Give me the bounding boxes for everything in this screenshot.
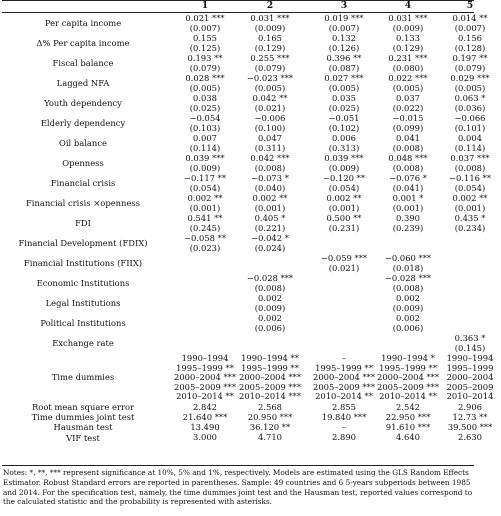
table-cell: (0.311)	[254, 142, 286, 153]
row-label: Financial crisis ×openness	[26, 198, 140, 208]
table-cell: (0.001)	[392, 202, 424, 213]
table-cell: (0.054)	[189, 182, 221, 193]
table-cell: 0.002 **	[252, 193, 288, 203]
table-cell: (0.009)	[392, 302, 424, 313]
table-cell: 0.048 ***	[388, 153, 428, 163]
table-cell: 0.363 *	[454, 333, 486, 343]
table-cell: (0.129)	[392, 42, 424, 53]
row-label: Financial Institutions (FIIX)	[23, 258, 143, 268]
table-cell: (0.006)	[254, 322, 286, 333]
table-cell: 0.031 ***	[388, 13, 428, 23]
row-label: Lagged NFA	[56, 78, 110, 88]
table-cell: (0.009)	[392, 22, 424, 33]
table-cell: (0.021)	[328, 262, 360, 273]
table-cell: 0.042 **	[252, 93, 288, 103]
table-cell: 20.950 ***	[247, 411, 293, 422]
table-cell: (0.007)	[328, 22, 360, 33]
table-cell: 0.006	[332, 133, 356, 143]
table-cell: 2005–2009	[446, 381, 494, 392]
table-cell: −0.073 *	[251, 173, 289, 183]
row-label: Time dummies joint test	[31, 412, 135, 423]
table-cell: 3.000	[193, 432, 217, 443]
row-label: Per capita income	[44, 18, 122, 28]
table-cell: 2.568	[258, 401, 282, 412]
table-cell: 2.890	[332, 432, 356, 443]
table-cell: 2.855	[332, 401, 356, 412]
table-cell: (0.054)	[328, 182, 360, 193]
table-cell: 0.039 ***	[324, 153, 364, 163]
table-cell: 0.021 ***	[185, 13, 225, 23]
row-label: Financial Development (FDIX)	[18, 238, 148, 248]
row-label: Δ% Per capita income	[36, 38, 130, 48]
table-cell: (0.080)	[392, 62, 424, 73]
table-cell: 0.231 ***	[388, 53, 428, 63]
table-cell: 0.133	[396, 33, 420, 43]
column-header-3: 3	[340, 1, 348, 11]
table-cell: 0.004	[458, 133, 482, 143]
table-cell: –	[341, 422, 347, 433]
table-cell: (0.126)	[328, 42, 360, 53]
table-cell: (0.234)	[454, 222, 486, 233]
table-cell: (0.008)	[392, 162, 424, 173]
table-cell: 0.019 ***	[324, 13, 364, 23]
table-cell: 1990–1994	[181, 353, 229, 363]
table-cell: (0.079)	[189, 62, 221, 73]
table-cell: 0.541 **	[187, 213, 223, 223]
table-cell: (0.079)	[454, 62, 486, 73]
table-cell: (0.040)	[254, 182, 286, 193]
table-cell: 0.132	[332, 33, 356, 43]
table-cell: (0.145)	[454, 342, 486, 353]
table-cell: 0.002	[396, 293, 420, 303]
table-cell: (0.023)	[189, 242, 221, 253]
table-cell: 1995–1999	[446, 362, 494, 373]
table-cell: 0.029 ***	[450, 73, 490, 83]
table-cell: 2000–2004 ***	[313, 372, 376, 382]
row-label: Elderly dependency	[40, 118, 126, 128]
table-cell: 2010–2014 ***	[239, 391, 302, 401]
table-cell: 2005–2009 ***	[313, 381, 376, 392]
table-cell: 4.710	[258, 432, 282, 443]
row-label: FDI	[75, 218, 91, 228]
table-cell: 4.640	[396, 432, 420, 443]
row-label: Oil balance	[59, 138, 107, 148]
table-cell: (0.245)	[189, 222, 221, 233]
table-cell: (0.001)	[189, 202, 221, 213]
row-label: Legal Institutions	[45, 298, 121, 308]
table-cell: 2.630	[458, 432, 482, 443]
table-cell: (0.100)	[254, 122, 286, 133]
table-cell: 1995–1999 **	[176, 362, 234, 373]
table-cell: −0.042 *	[251, 233, 289, 243]
table-cell: (0.005)	[454, 82, 486, 93]
bottom-rule	[2, 465, 474, 466]
table-cell: 0.193 **	[187, 53, 223, 63]
table-cell: (0.231)	[328, 222, 360, 233]
table-cell: (0.008)	[454, 162, 486, 173]
table-cell: 0.002	[258, 313, 282, 323]
table-cell: (0.239)	[392, 222, 424, 233]
table-cell: −0.059 ***	[320, 253, 368, 263]
table-cell: 2000–2004	[446, 372, 494, 382]
column-header-4: 4	[404, 1, 412, 11]
table-cell: (0.125)	[189, 42, 221, 53]
table-cell: −0.120 **	[322, 173, 366, 183]
table-cell: 1995–1999 **	[241, 362, 299, 373]
table-cell: (0.114)	[189, 142, 221, 153]
table-cell: (0.008)	[254, 282, 286, 293]
table-cell: 1990–1994 *	[381, 353, 435, 363]
row-label: Openness	[62, 158, 104, 168]
table-cell: 0.031 ***	[250, 13, 290, 23]
row-label: Hausman test	[53, 422, 113, 433]
table-cell: 39.500 ***	[447, 422, 493, 433]
table-cell: (0.128)	[454, 42, 486, 53]
table-cell: 0.002	[258, 293, 282, 303]
table-cell: 21.640 ***	[182, 411, 228, 422]
table-cell: −0.117 **	[183, 173, 227, 183]
table-cell: (0.101)	[454, 122, 486, 133]
table-cell: 2000–2004 ***	[377, 372, 440, 382]
table-cell: (0.001)	[254, 202, 286, 213]
table-cell: 0.028 ***	[185, 73, 225, 83]
table-cell: 0.038	[193, 93, 217, 103]
column-header-2: 2	[266, 1, 274, 11]
table-cell: 12.73 **	[452, 411, 488, 422]
table-cell: (0.099)	[392, 122, 424, 133]
table-cell: −0.054	[189, 113, 221, 123]
table-cell: −0.051	[328, 113, 360, 123]
table-cell: 0.014 **	[452, 13, 488, 23]
table-cell: 0.405 *	[254, 213, 286, 223]
table-cell: 2.906	[458, 401, 482, 412]
table-cell: 2.542	[396, 401, 420, 412]
table-cell: 0.002 **	[326, 193, 362, 203]
column-header-1: 1	[201, 1, 209, 11]
table-cell: 0.037 ***	[450, 153, 490, 163]
table-cell: 2010–2014	[446, 391, 494, 401]
table-cell: 0.041	[396, 133, 420, 143]
row-label: Root mean square error	[31, 401, 135, 412]
row-label: Time dummies	[51, 372, 115, 383]
table-cell: (0.009)	[254, 302, 286, 313]
table-cell: (0.079)	[254, 62, 286, 73]
table-cell: −0.060 ***	[384, 253, 432, 263]
row-label: Youth dependency	[44, 98, 122, 108]
table-cell: (0.001)	[328, 202, 360, 213]
table-cell: 1995–1999 **	[379, 362, 437, 373]
table-cell: (0.001)	[454, 202, 486, 213]
table-cell: (0.009)	[254, 22, 286, 33]
table-cell: (0.006)	[392, 322, 424, 333]
table-cell: (0.005)	[392, 82, 424, 93]
table-cell: 0.042 ***	[250, 153, 290, 163]
table-cell: 0.165	[258, 33, 282, 43]
table-cell: 2000–2004 ***	[239, 372, 302, 382]
table-cell: 2005–2009 ***	[174, 381, 237, 392]
table-cell: 0.002 **	[187, 193, 223, 203]
table-notes: Notes: *, **, *** represent significance at 10%, 5% and 1%, respectively. Models are estimated using the GLS Random Effects Estimator. Robust Standard errors are reported in parentheses. Sample: 49 countries and 6 5-years subperiods between 1985 and 2014. For the specification test, namely, the time dummies joint test and the Hausman test, reported values correspond to the calculated statistic and the probability is represented with asterisks.	[3, 468, 473, 507]
table-cell: 2000–2004 ***	[174, 372, 237, 382]
table-cell: (0.009)	[328, 162, 360, 173]
table-cell: 0.047	[258, 133, 282, 143]
table-cell: 0.039 ***	[185, 153, 225, 163]
table-cell: 13.490	[190, 422, 220, 433]
row-label: Fiscal balance	[52, 58, 114, 68]
table-cell: (0.025)	[189, 102, 221, 113]
table-cell: 2010–2014 **	[315, 391, 373, 401]
table-cell: −0.028 ***	[384, 273, 432, 283]
table-cell: −0.116 **	[448, 173, 492, 183]
table-cell: (0.114)	[454, 142, 486, 153]
table-cell: (0.036)	[454, 102, 486, 113]
table-cell: (0.313)	[328, 142, 360, 153]
table-cell: 0.390	[396, 213, 420, 223]
table-cell: 91.610 ***	[385, 422, 431, 433]
table-cell: (0.005)	[189, 82, 221, 93]
table-cell: 0.037	[396, 93, 420, 103]
table-cell: 0.500 **	[326, 213, 362, 223]
table-cell: 0.002	[396, 313, 420, 323]
table-cell: (0.021)	[254, 102, 286, 113]
table-cell: 0.027 ***	[324, 73, 364, 83]
table-cell: 0.035	[332, 93, 356, 103]
table-cell: (0.103)	[189, 122, 221, 133]
row-label: Financial crisis	[50, 178, 116, 188]
table-cell: 0.197 **	[452, 53, 488, 63]
table-cell: 2010–2014 **	[176, 391, 234, 401]
table-cell: 19.840 ***	[321, 411, 367, 422]
table-cell: 2005–2009 ***	[239, 381, 302, 392]
table-cell: (0.024)	[254, 242, 286, 253]
table-cell: −0.006	[254, 113, 286, 123]
table-cell: 0.396 **	[326, 53, 362, 63]
table-cell: 2005–2009 ***	[377, 381, 440, 392]
table-cell: −0.058 **	[183, 233, 227, 243]
table-cell: 1990–1994	[446, 353, 494, 363]
table-cell: −0.028 ***	[246, 273, 294, 283]
table-cell: 0.001 *	[392, 193, 424, 203]
table-cell: 0.022 ***	[388, 73, 428, 83]
table-cell: 2010–2014 **	[379, 391, 437, 401]
row-label: Political Institutions	[40, 318, 126, 328]
table-cell: (0.007)	[189, 22, 221, 33]
table-cell: (0.007)	[454, 22, 486, 33]
table-cell: 2.842	[193, 401, 217, 412]
row-label: VIF test	[66, 432, 100, 443]
table-cell: (0.102)	[328, 122, 360, 133]
table-cell: (0.008)	[254, 162, 286, 173]
table-cell: (0.129)	[254, 42, 286, 53]
table-cell: 36.120 **	[249, 422, 291, 433]
table-cell: –	[341, 353, 347, 363]
table-cell: −0.023 ***	[246, 73, 294, 83]
table-cell: 0.435 *	[454, 213, 486, 223]
table-cell: (0.054)	[454, 182, 486, 193]
table-cell: 0.255 ***	[250, 53, 290, 63]
table-cell: (0.025)	[328, 102, 360, 113]
table-cell: −0.015	[392, 113, 424, 123]
table-cell: 0.155	[193, 33, 217, 43]
table-cell: 22.950 ***	[385, 411, 431, 422]
table-cell: (0.005)	[254, 82, 286, 93]
table-cell: −0.076 *	[389, 173, 427, 183]
table-cell: (0.005)	[328, 82, 360, 93]
table-cell: (0.022)	[392, 102, 424, 113]
table-cell: 1990–1994 **	[241, 353, 299, 363]
column-header-5: 5	[466, 1, 474, 11]
table-cell: (0.221)	[254, 222, 286, 233]
table-cell: 0.063 *	[454, 93, 486, 103]
table-cell: (0.009)	[189, 162, 221, 173]
table-cell: −0.066	[454, 113, 486, 123]
row-label: Economic Institutions	[36, 278, 130, 288]
table-cell: (0.087)	[328, 62, 360, 73]
table-cell: (0.008)	[392, 282, 424, 293]
table-cell: 0.002 **	[452, 193, 488, 203]
table-cell: 0.156	[458, 33, 482, 43]
table-cell: 0.007	[193, 133, 217, 143]
table-cell: (0.008)	[392, 142, 424, 153]
table-cell: (0.018)	[392, 262, 424, 273]
table-cell: 1995–1999 **	[315, 362, 373, 373]
row-label: Exchange rate	[52, 338, 114, 348]
table-cell: (0.041)	[392, 182, 424, 193]
